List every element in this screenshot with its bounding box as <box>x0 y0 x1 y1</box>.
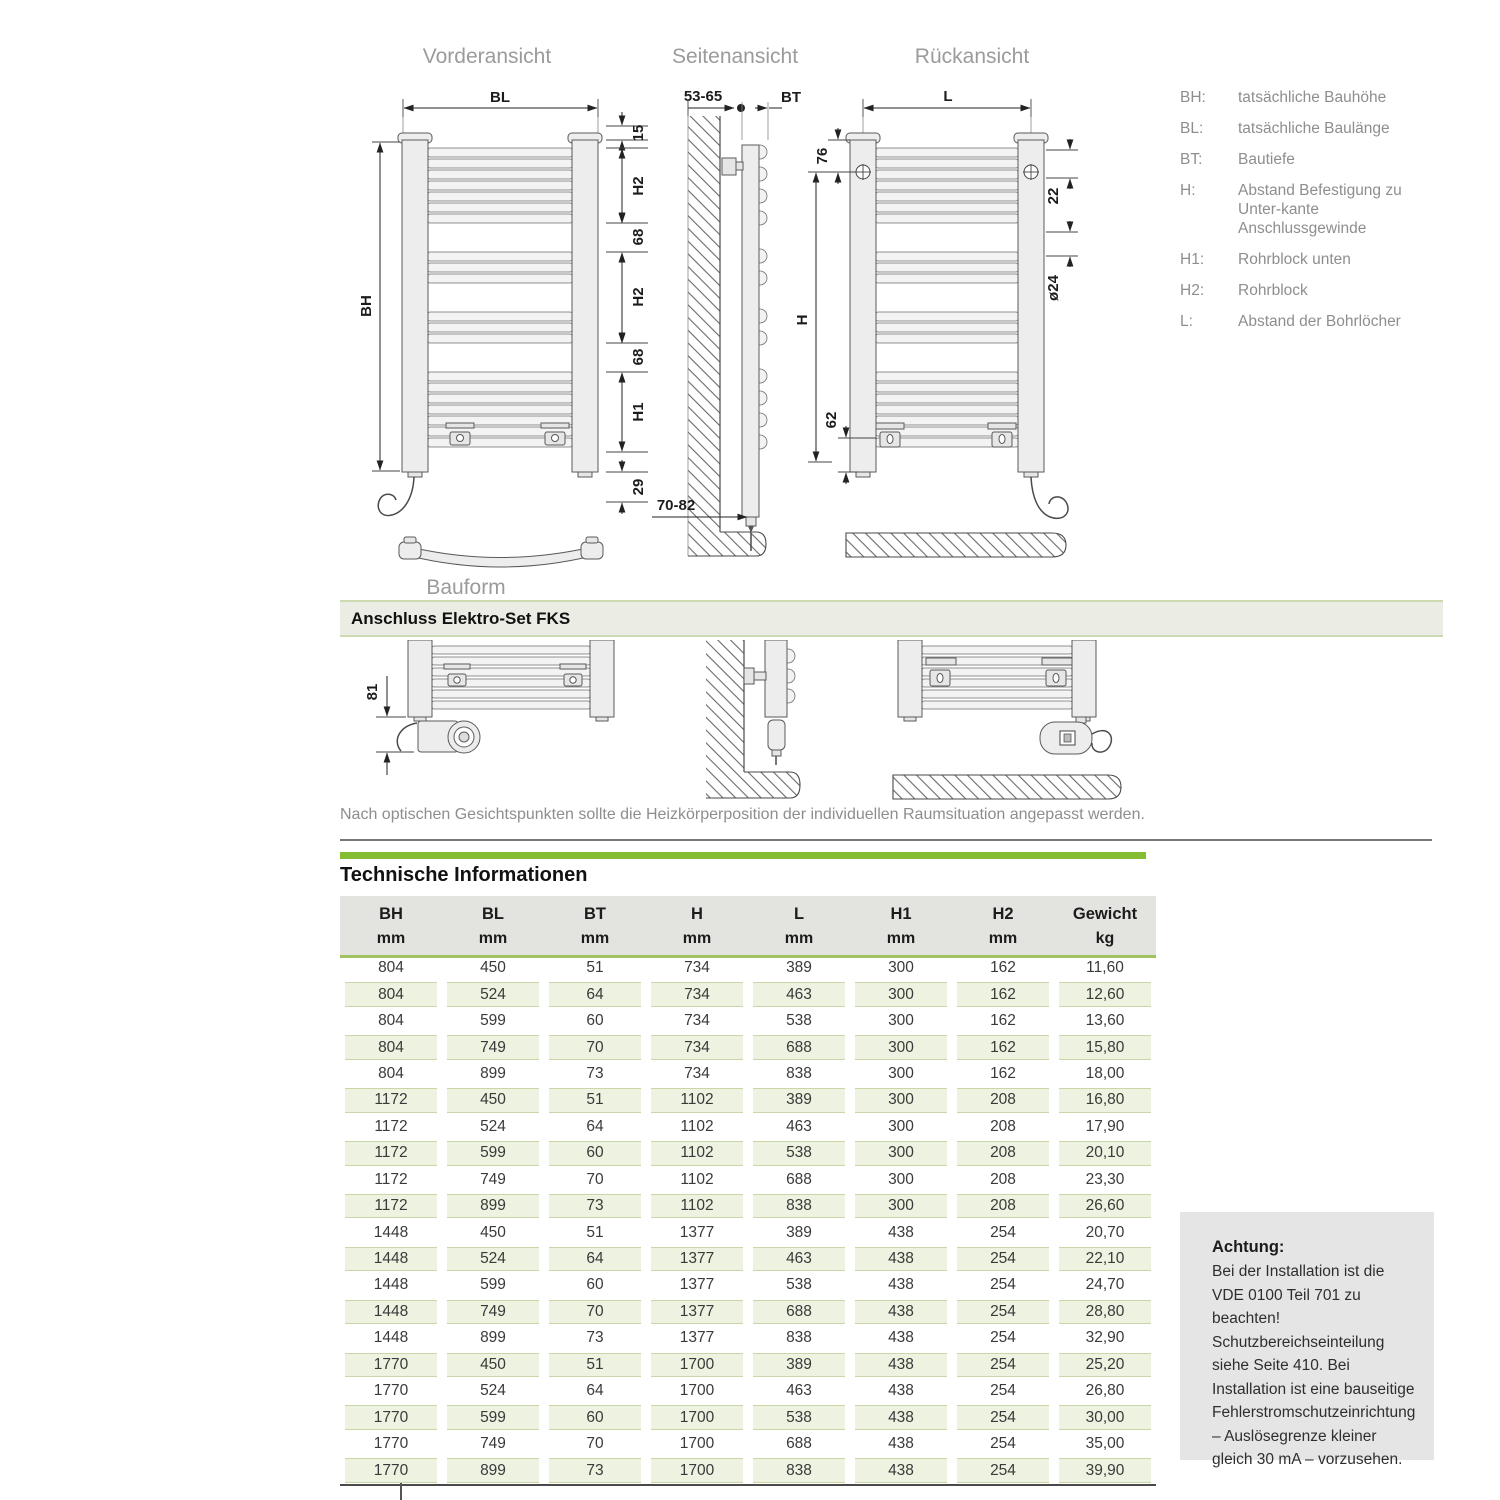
power-cable-front <box>378 477 414 516</box>
table-cell: 538 <box>786 1276 812 1294</box>
table-cell: 20,70 <box>1085 1223 1125 1241</box>
table-cell: 838 <box>786 1329 812 1347</box>
wall-bracket <box>722 158 736 175</box>
table-cell: 538 <box>786 1012 812 1030</box>
table-cell: 688 <box>786 1435 812 1453</box>
dim-29: 29 <box>630 478 647 496</box>
left-column <box>402 140 428 472</box>
table-cell: 64 <box>586 1117 604 1135</box>
dim-bh: BH <box>358 295 375 317</box>
table-cell: 749 <box>480 1435 506 1453</box>
legend-key: BH: <box>1180 89 1206 106</box>
table-cell: 1102 <box>651 1088 743 1112</box>
dim-22: 22 <box>1045 187 1062 205</box>
table-row <box>340 955 1156 981</box>
table-cell: 1448 <box>345 1247 437 1271</box>
column-header <box>850 901 952 955</box>
table-cell: 599 <box>480 1276 506 1294</box>
table-cell: 162 <box>957 982 1049 1006</box>
table-row <box>340 1008 1156 1034</box>
table-cell: 300 <box>888 1117 914 1135</box>
table-cell: 70 <box>549 1035 641 1059</box>
table-cell: 51 <box>549 1088 641 1112</box>
table-cell: 389 <box>753 1353 845 1377</box>
table-cell: 51 <box>586 959 604 977</box>
table-cell: 208 <box>990 1170 1016 1188</box>
table-cell: 208 <box>957 1088 1049 1112</box>
column-unit: mm <box>478 930 508 947</box>
table-cell: 254 <box>957 1247 1049 1271</box>
table-cell: 389 <box>786 1223 812 1241</box>
table-cell: 208 <box>990 1117 1016 1135</box>
table-cell: 1172 <box>345 1194 437 1218</box>
column-header <box>340 901 442 955</box>
table-cell: 389 <box>753 1088 845 1112</box>
legend-key: H2: <box>1180 282 1205 299</box>
table-cell: 804 <box>378 1012 404 1030</box>
legend-text: Rohrblock unten <box>1238 251 1351 268</box>
column-unit: kg <box>1095 930 1115 947</box>
table-cell: 899 <box>447 1194 539 1218</box>
table-cell: 60 <box>586 1276 604 1294</box>
table-cell: 73 <box>586 1064 604 1082</box>
column-label: Gewicht <box>1072 905 1138 923</box>
table-cell: 20,10 <box>1059 1141 1151 1165</box>
table-cell: 1770 <box>373 1435 409 1453</box>
table-cell: 254 <box>957 1458 1049 1482</box>
table-cell: 51 <box>549 1353 641 1377</box>
dim-wall-gap: 53-65 <box>683 88 723 105</box>
table-cell: 26,60 <box>1059 1194 1151 1218</box>
column-unit: mm <box>886 930 916 947</box>
table-cell: 18,00 <box>1085 1064 1125 1082</box>
table-cell: 73 <box>586 1329 604 1347</box>
table-cell: 438 <box>888 1382 914 1400</box>
table-cell: 60 <box>549 1141 641 1165</box>
column-label: H2 <box>992 905 1014 923</box>
fks-front-drawing <box>364 640 614 775</box>
table-row <box>340 1431 1156 1457</box>
section-divider <box>340 839 1432 841</box>
table-cell: 749 <box>480 1170 506 1188</box>
dim-15: 15 <box>630 124 647 142</box>
legend-list <box>1180 88 1420 343</box>
table-cell: 32,90 <box>1085 1329 1125 1347</box>
radiator-profile <box>742 145 759 517</box>
table-cell: 23,30 <box>1085 1170 1125 1188</box>
legend-item <box>1180 181 1420 238</box>
foot <box>578 472 592 477</box>
table-cell: 838 <box>786 1064 812 1082</box>
table-cell: 70 <box>586 1170 604 1188</box>
table-cell: 1377 <box>651 1247 743 1271</box>
table-cell: 463 <box>786 1117 812 1135</box>
table-cell: 734 <box>684 1064 710 1082</box>
table-cell: 1377 <box>679 1329 715 1347</box>
table-cell: 438 <box>855 1353 947 1377</box>
table-cell: 254 <box>990 1276 1016 1294</box>
fks-heating-unit-side <box>768 720 785 765</box>
table-cell: 1770 <box>345 1458 437 1482</box>
column-label: H1 <box>890 905 912 923</box>
table-cell: 1102 <box>651 1194 743 1218</box>
table-cell: 26,80 <box>1085 1382 1125 1400</box>
table-cell: 1448 <box>345 1300 437 1324</box>
table-row <box>340 1087 1156 1113</box>
table-row <box>340 1378 1156 1404</box>
table-cell: 688 <box>786 1170 812 1188</box>
table-row <box>340 1404 1156 1430</box>
fks-connection-box <box>1040 717 1111 754</box>
table-row <box>340 1061 1156 1087</box>
legend-text: tatsächliche Baulänge <box>1238 120 1390 137</box>
table-cell: 899 <box>480 1329 506 1347</box>
table-row <box>340 1457 1156 1483</box>
table-cell: 60 <box>586 1012 604 1030</box>
table-cell: 734 <box>651 1035 743 1059</box>
table-cell: 73 <box>549 1194 641 1218</box>
dim-o24: ø24 <box>1045 275 1062 301</box>
table-cell: 254 <box>990 1382 1016 1400</box>
table-cell: 899 <box>480 1064 506 1082</box>
table-row <box>340 1167 1156 1193</box>
table-cell: 24,70 <box>1085 1276 1125 1294</box>
legend-key: BL: <box>1180 120 1204 137</box>
table-cell: 599 <box>480 1012 506 1030</box>
table-row <box>340 1034 1156 1060</box>
floor-hatch-rear <box>846 533 1066 557</box>
front-dim-chain <box>606 112 648 514</box>
fks-rear-drawing <box>893 640 1121 799</box>
table-cell: 25,20 <box>1059 1353 1151 1377</box>
wall-hatch <box>688 116 720 556</box>
table-cell: 254 <box>957 1300 1049 1324</box>
table-cell: 524 <box>480 1382 506 1400</box>
table-cell: 438 <box>888 1276 914 1294</box>
table-cell: 438 <box>888 1329 914 1347</box>
table-cell: 1770 <box>373 1382 409 1400</box>
table-cell: 254 <box>957 1405 1049 1429</box>
bottom-valve <box>746 517 756 526</box>
table-cell: 1770 <box>345 1405 437 1429</box>
right-column <box>572 140 598 472</box>
table-cell: 12,60 <box>1059 982 1151 1006</box>
table-cell: 162 <box>990 1012 1016 1030</box>
table-cell: 538 <box>753 1141 845 1165</box>
table-cell: 17,90 <box>1085 1117 1125 1135</box>
front-view-title: Vorderansicht <box>422 45 552 68</box>
table-cell: 300 <box>855 1141 947 1165</box>
fks-side-drawing <box>706 640 800 798</box>
foot <box>408 472 422 477</box>
floor-hatch <box>893 775 1121 799</box>
table-cell: 254 <box>990 1329 1016 1347</box>
table-row <box>340 1352 1156 1378</box>
column-unit: mm <box>784 930 814 947</box>
bauform-label: Bauform <box>426 576 506 599</box>
table-cell: 1172 <box>374 1117 408 1135</box>
table-cell: 70 <box>549 1300 641 1324</box>
table-row <box>340 1325 1156 1351</box>
left-column-rear <box>850 140 876 472</box>
table-cell: 1377 <box>679 1276 715 1294</box>
table-cell: 599 <box>447 1141 539 1165</box>
bauform-drawing <box>399 537 603 567</box>
table-cell: 28,80 <box>1059 1300 1151 1324</box>
table-cell: 15,80 <box>1059 1035 1151 1059</box>
table-cell: 300 <box>855 1088 947 1112</box>
table-cell: 35,00 <box>1085 1435 1125 1453</box>
table-cell: 300 <box>855 1194 947 1218</box>
position-note: Nach optischen Gesichtspunkten sollte die Heizkörperposition der individuellen Raumsituation angepasst werden. <box>340 806 1145 823</box>
legend-key: L: <box>1180 313 1193 330</box>
table-cell: 208 <box>957 1141 1049 1165</box>
table-cell: 1172 <box>374 1170 408 1188</box>
legend-item <box>1180 312 1420 331</box>
column-header <box>646 901 748 955</box>
dim-bt: BT <box>781 89 801 106</box>
fks-section-header <box>340 600 1443 637</box>
table-row <box>340 981 1156 1007</box>
table-cell: 1448 <box>373 1276 409 1294</box>
dim-l: L <box>943 88 953 105</box>
table-body <box>340 955 1156 1484</box>
legend-key: BT: <box>1180 151 1203 168</box>
table-cell: 1700 <box>651 1353 743 1377</box>
power-cable-rear <box>1031 477 1068 518</box>
dim-h1: H1 <box>630 402 647 422</box>
table-cell: 804 <box>345 982 437 1006</box>
table-cell: 524 <box>447 1247 539 1271</box>
table-cell: 64 <box>586 1382 604 1400</box>
warning-title: Achtung: <box>1212 1238 1285 1256</box>
table-cell: 254 <box>990 1223 1016 1241</box>
table-cell: 1770 <box>345 1353 437 1377</box>
table-cell: 1700 <box>651 1405 743 1429</box>
column-header <box>1054 901 1156 955</box>
technical-drawings <box>330 30 1170 610</box>
table-cell: 70 <box>586 1435 604 1453</box>
fks-section-title: Anschluss Elektro-Set FKS <box>351 608 571 628</box>
table-cell: 463 <box>786 1382 812 1400</box>
legend-text: Abstand der Bohrlöcher <box>1238 313 1401 330</box>
table-cell: 162 <box>990 1064 1016 1082</box>
table-cell: 300 <box>888 1012 914 1030</box>
table-cell: 11,60 <box>1086 959 1124 977</box>
legend-item <box>1180 250 1420 269</box>
table-cell: 300 <box>855 1035 947 1059</box>
dim-68-lower: 68 <box>630 348 647 366</box>
table-cell: 1102 <box>680 1170 714 1188</box>
dim-81: 81 <box>364 683 381 701</box>
dim-floor-gap: 70-82 <box>656 497 696 514</box>
column-unit: mm <box>988 930 1018 947</box>
table-cell: 734 <box>684 1012 710 1030</box>
table-cell: 13,60 <box>1085 1012 1125 1030</box>
table-cell: 1700 <box>679 1435 715 1453</box>
pivot-dot <box>737 104 745 112</box>
legend-item <box>1180 281 1420 300</box>
dim-bl: BL <box>490 89 510 106</box>
table-cell: 1700 <box>679 1382 715 1400</box>
legend-key: H1: <box>1180 251 1205 268</box>
table-cell: 804 <box>345 1035 437 1059</box>
table-cell: 463 <box>753 1247 845 1271</box>
table-cell: 804 <box>378 1064 404 1082</box>
tube-stack-rear <box>876 148 1018 447</box>
legend-item <box>1180 88 1420 107</box>
table-cell: 438 <box>855 1247 947 1271</box>
table-row <box>340 1246 1156 1272</box>
rear-view-title: Rückansicht <box>914 45 1030 68</box>
table-cell: 64 <box>549 1247 641 1271</box>
warning-text: Bei der Installation ist die VDE 0100 Teil 701 zu beachten! Schutzbereichseinteilung siehe Seite 410. Bei Installation ist eine bauseitige Fehlerstromschutzeinrichtung – Auslösegrenze kleiner gleich 30 mA – vorzusehen. <box>1212 1263 1416 1469</box>
table-cell: 463 <box>753 982 845 1006</box>
table-cell: 1448 <box>373 1329 409 1347</box>
table-row <box>340 1140 1156 1166</box>
table-cell: 208 <box>957 1194 1049 1218</box>
table-cell: 64 <box>549 982 641 1006</box>
table-cell: 254 <box>957 1353 1049 1377</box>
table-cell: 438 <box>855 1300 947 1324</box>
table-cell: 438 <box>855 1405 947 1429</box>
table-row <box>340 1272 1156 1298</box>
table-cell: 1700 <box>651 1458 743 1482</box>
table-cell: 899 <box>447 1458 539 1482</box>
table-cell: 1102 <box>651 1141 743 1165</box>
table-cell: 599 <box>447 1405 539 1429</box>
table-row <box>340 1299 1156 1325</box>
column-label: H <box>691 905 703 923</box>
tube-stack-front <box>428 148 572 447</box>
dim-76: 76 <box>814 147 831 165</box>
table-cell: 30,00 <box>1059 1405 1151 1429</box>
table-row <box>340 1193 1156 1219</box>
table-cell: 300 <box>888 1170 914 1188</box>
legend-text: tatsächliche Bauhöhe <box>1238 89 1387 106</box>
table-cell: 300 <box>888 1064 914 1082</box>
table-cell: 749 <box>447 1035 539 1059</box>
legend-text: Abstand Befestigung zu Unter-kante Anschlussgewinde <box>1238 182 1402 237</box>
table-cell: 1377 <box>679 1223 715 1241</box>
next-figure-cut <box>400 1483 402 1500</box>
table-cell: 450 <box>447 1353 539 1377</box>
table-cell: 438 <box>855 1458 947 1482</box>
table-header <box>340 896 1156 958</box>
table-cell: 1172 <box>345 1088 437 1112</box>
table-cell: 162 <box>957 1035 1049 1059</box>
column-label: BH <box>379 905 403 923</box>
table-cell: 300 <box>855 982 947 1006</box>
column-header <box>544 901 646 955</box>
table-cell: 162 <box>990 959 1016 977</box>
table-cell: 22,10 <box>1059 1247 1151 1271</box>
column-unit: mm <box>682 930 712 947</box>
table-cell: 300 <box>888 959 914 977</box>
table-cell: 538 <box>753 1405 845 1429</box>
table-cell: 16,80 <box>1059 1088 1151 1112</box>
table-cell: 804 <box>378 959 404 977</box>
right-column-rear <box>1018 140 1044 472</box>
table-cell: 1172 <box>345 1141 437 1165</box>
table-cell: 450 <box>447 1088 539 1112</box>
rear-view-drawing <box>794 88 1078 557</box>
column-label: BT <box>584 905 606 923</box>
table-end-line <box>340 1484 1156 1486</box>
dim-h2-upper: H2 <box>630 176 647 196</box>
table-cell: 39,90 <box>1059 1458 1151 1482</box>
table-cell: 524 <box>480 1117 506 1135</box>
side-view-drawing <box>652 88 801 556</box>
column-header <box>952 901 1054 955</box>
fks-heating-unit <box>397 721 480 753</box>
table-row <box>340 1219 1156 1245</box>
table-cell: 524 <box>447 982 539 1006</box>
table-cell: 1448 <box>373 1223 409 1241</box>
column-unit: mm <box>376 930 406 947</box>
table-cell: 688 <box>753 1035 845 1059</box>
legend-item <box>1180 119 1420 138</box>
table-cell: 838 <box>753 1458 845 1482</box>
legend-text: Bautiefe <box>1238 151 1295 168</box>
table-cell: 60 <box>549 1405 641 1429</box>
legend-item <box>1180 150 1420 169</box>
table-cell: 734 <box>651 982 743 1006</box>
table-title: Technische Informationen <box>340 864 588 886</box>
legend-text: Rohrblock <box>1238 282 1308 299</box>
table-cell: 734 <box>684 959 710 977</box>
table-cell: 1377 <box>651 1300 743 1324</box>
table-cell: 1102 <box>680 1117 714 1135</box>
table-cell: 438 <box>888 1223 914 1241</box>
table-row <box>340 1114 1156 1140</box>
warning-box <box>1180 1212 1434 1469</box>
dim-68-upper: 68 <box>630 228 647 246</box>
front-view-drawing <box>358 89 648 599</box>
column-label: BL <box>482 905 504 923</box>
accent-bar <box>340 852 1146 859</box>
dim-62: 62 <box>823 411 840 429</box>
table-cell: 389 <box>786 959 812 977</box>
column-label: L <box>793 905 805 923</box>
dim-h2-lower: H2 <box>630 287 647 307</box>
table-cell: 73 <box>549 1458 641 1482</box>
table-cell: 438 <box>888 1435 914 1453</box>
side-view-title: Seitenansicht <box>671 45 799 68</box>
column-unit: mm <box>580 930 610 947</box>
table-cell: 254 <box>990 1435 1016 1453</box>
table-cell: 749 <box>447 1300 539 1324</box>
legend-key: H: <box>1180 182 1196 199</box>
column-header <box>442 901 544 955</box>
table-cell: 450 <box>480 1223 506 1241</box>
table-cell: 838 <box>753 1194 845 1218</box>
table-cell: 51 <box>586 1223 604 1241</box>
column-header <box>748 901 850 955</box>
table-cell: 688 <box>753 1300 845 1324</box>
table-cell: 450 <box>480 959 506 977</box>
dim-h: H <box>794 314 811 326</box>
fks-drawings <box>340 640 1140 810</box>
